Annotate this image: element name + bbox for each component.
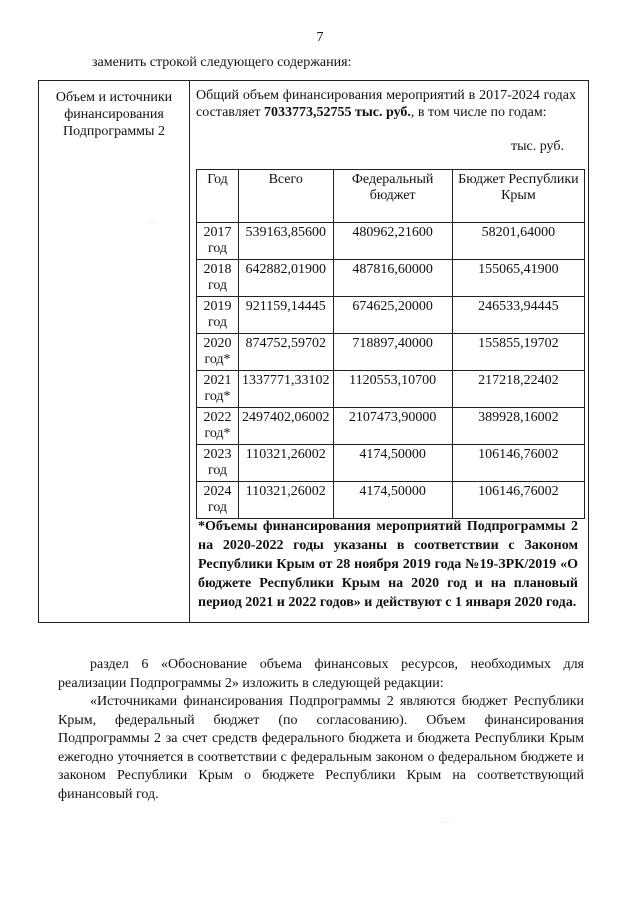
cell-total: 1337771,33102 xyxy=(239,371,334,408)
cell-total: 642882,01900 xyxy=(239,260,334,297)
paragraph: «Источниками финансирования Подпрограммы 2 являются бюджет Республики Крым, федеральный бюджет (по согласованию). Объем финансирования Подпрограммы 2 за счет средств федерального бюджета и бюджета Республики Крым ежегодно уточняется в соответствии с федеральным законом о федеральном бюджете и законом Республики Крым о бюджете Республики Крым на соответствующий финансовый год. xyxy=(58,694,584,802)
paragraph: раздел 6 «Обоснование объема финансовых ресурсов, необходимых для реализации Подпрограммы 2» изложить в следующей редакции: xyxy=(58,657,584,691)
cell-federal: 480962,21600 xyxy=(333,223,452,260)
cell-federal: 2107473,90000 xyxy=(333,408,452,445)
cell-year: 2020 год* xyxy=(197,334,239,371)
header-federal: Федеральный бюджет xyxy=(333,170,452,223)
parameter-label-line: финансирования xyxy=(64,107,164,122)
header-crimea: Бюджет Республики Крым xyxy=(452,170,584,223)
funding-summary xyxy=(196,87,576,121)
table-row xyxy=(197,334,585,371)
total-amount: 7033773,52755 тыс. руб. xyxy=(263,105,411,120)
header-year: Год xyxy=(197,170,239,223)
scan-speck: · · xyxy=(150,220,156,226)
table-row xyxy=(197,482,585,519)
table-row xyxy=(197,371,585,408)
cell-federal: 4174,50000 xyxy=(333,445,452,482)
cell-federal: 487816,60000 xyxy=(333,260,452,297)
cell-total: 539163,85600 xyxy=(239,223,334,260)
parameter-label-line: Объем и источники xyxy=(55,90,173,105)
intro-text: заменить строкой следующего содержания: xyxy=(92,55,352,70)
cell-federal: 674625,20000 xyxy=(333,297,452,334)
cell-crimea: 155855,19702 xyxy=(452,334,584,371)
cell-total: 874752,59702 xyxy=(239,334,334,371)
parameter-label-line: Подпрограммы 2 xyxy=(63,124,165,139)
cell-year: 2019 год xyxy=(197,297,239,334)
table-row xyxy=(197,223,585,260)
cell-crimea: 389928,16002 xyxy=(452,408,584,445)
page-number: 7 xyxy=(316,30,324,45)
cell-total: 921159,14445 xyxy=(239,297,334,334)
cell-crimea: 217218,22402 xyxy=(452,371,584,408)
cell-year: 2024 год xyxy=(197,482,239,519)
cell-crimea: 106146,76002 xyxy=(452,482,584,519)
parameter-label-cell xyxy=(39,81,190,622)
cell-year: 2023 год xyxy=(197,445,239,482)
unit-label: тыс. руб. xyxy=(511,139,564,154)
scan-speck: · · · xyxy=(440,820,449,826)
header-total: Всего xyxy=(239,170,334,223)
cell-year: 2017 год xyxy=(197,223,239,260)
table-row xyxy=(197,297,585,334)
table-row xyxy=(197,445,585,482)
cell-total: 110321,26002 xyxy=(239,445,334,482)
footnote: *Объемы финансирования мероприятий Подпрограммы 2 на 2020-2022 годы указаны в соответствии с Законом Республики Крым от 28 ноября 2019 года №19-ЗРК/2019 «О бюджете Республики Крым на 2020 год и на плановый период 2021 и 2022 годов» и действуют с 1 января 2020 года. xyxy=(198,519,578,610)
cell-federal: 718897,40000 xyxy=(333,334,452,371)
table-header-row xyxy=(197,170,585,223)
summary-after: , в том числе по годам: xyxy=(410,105,547,120)
cell-year: 2022 год* xyxy=(197,408,239,445)
cell-year: 2018 год xyxy=(197,260,239,297)
table-row xyxy=(197,260,585,297)
summary-before: Общий объем финансирования мероприятий в 2017-2024 годах составляет xyxy=(196,88,576,120)
cell-federal: 4174,50000 xyxy=(333,482,452,519)
cell-crimea: 106146,76002 xyxy=(452,445,584,482)
funding-table xyxy=(196,169,585,519)
parameter-value-cell xyxy=(190,81,588,622)
cell-crimea: 246533,94445 xyxy=(452,297,584,334)
cell-total: 2497402,06002 xyxy=(239,408,334,445)
cell-federal: 1120553,10700 xyxy=(333,371,452,408)
table-row xyxy=(197,408,585,445)
cell-total: 110321,26002 xyxy=(239,482,334,519)
section-6-text xyxy=(58,656,584,804)
cell-crimea: 155065,41900 xyxy=(452,260,584,297)
cell-crimea: 58201,64000 xyxy=(452,223,584,260)
passport-table xyxy=(38,80,589,623)
cell-year: 2021 год* xyxy=(197,371,239,408)
